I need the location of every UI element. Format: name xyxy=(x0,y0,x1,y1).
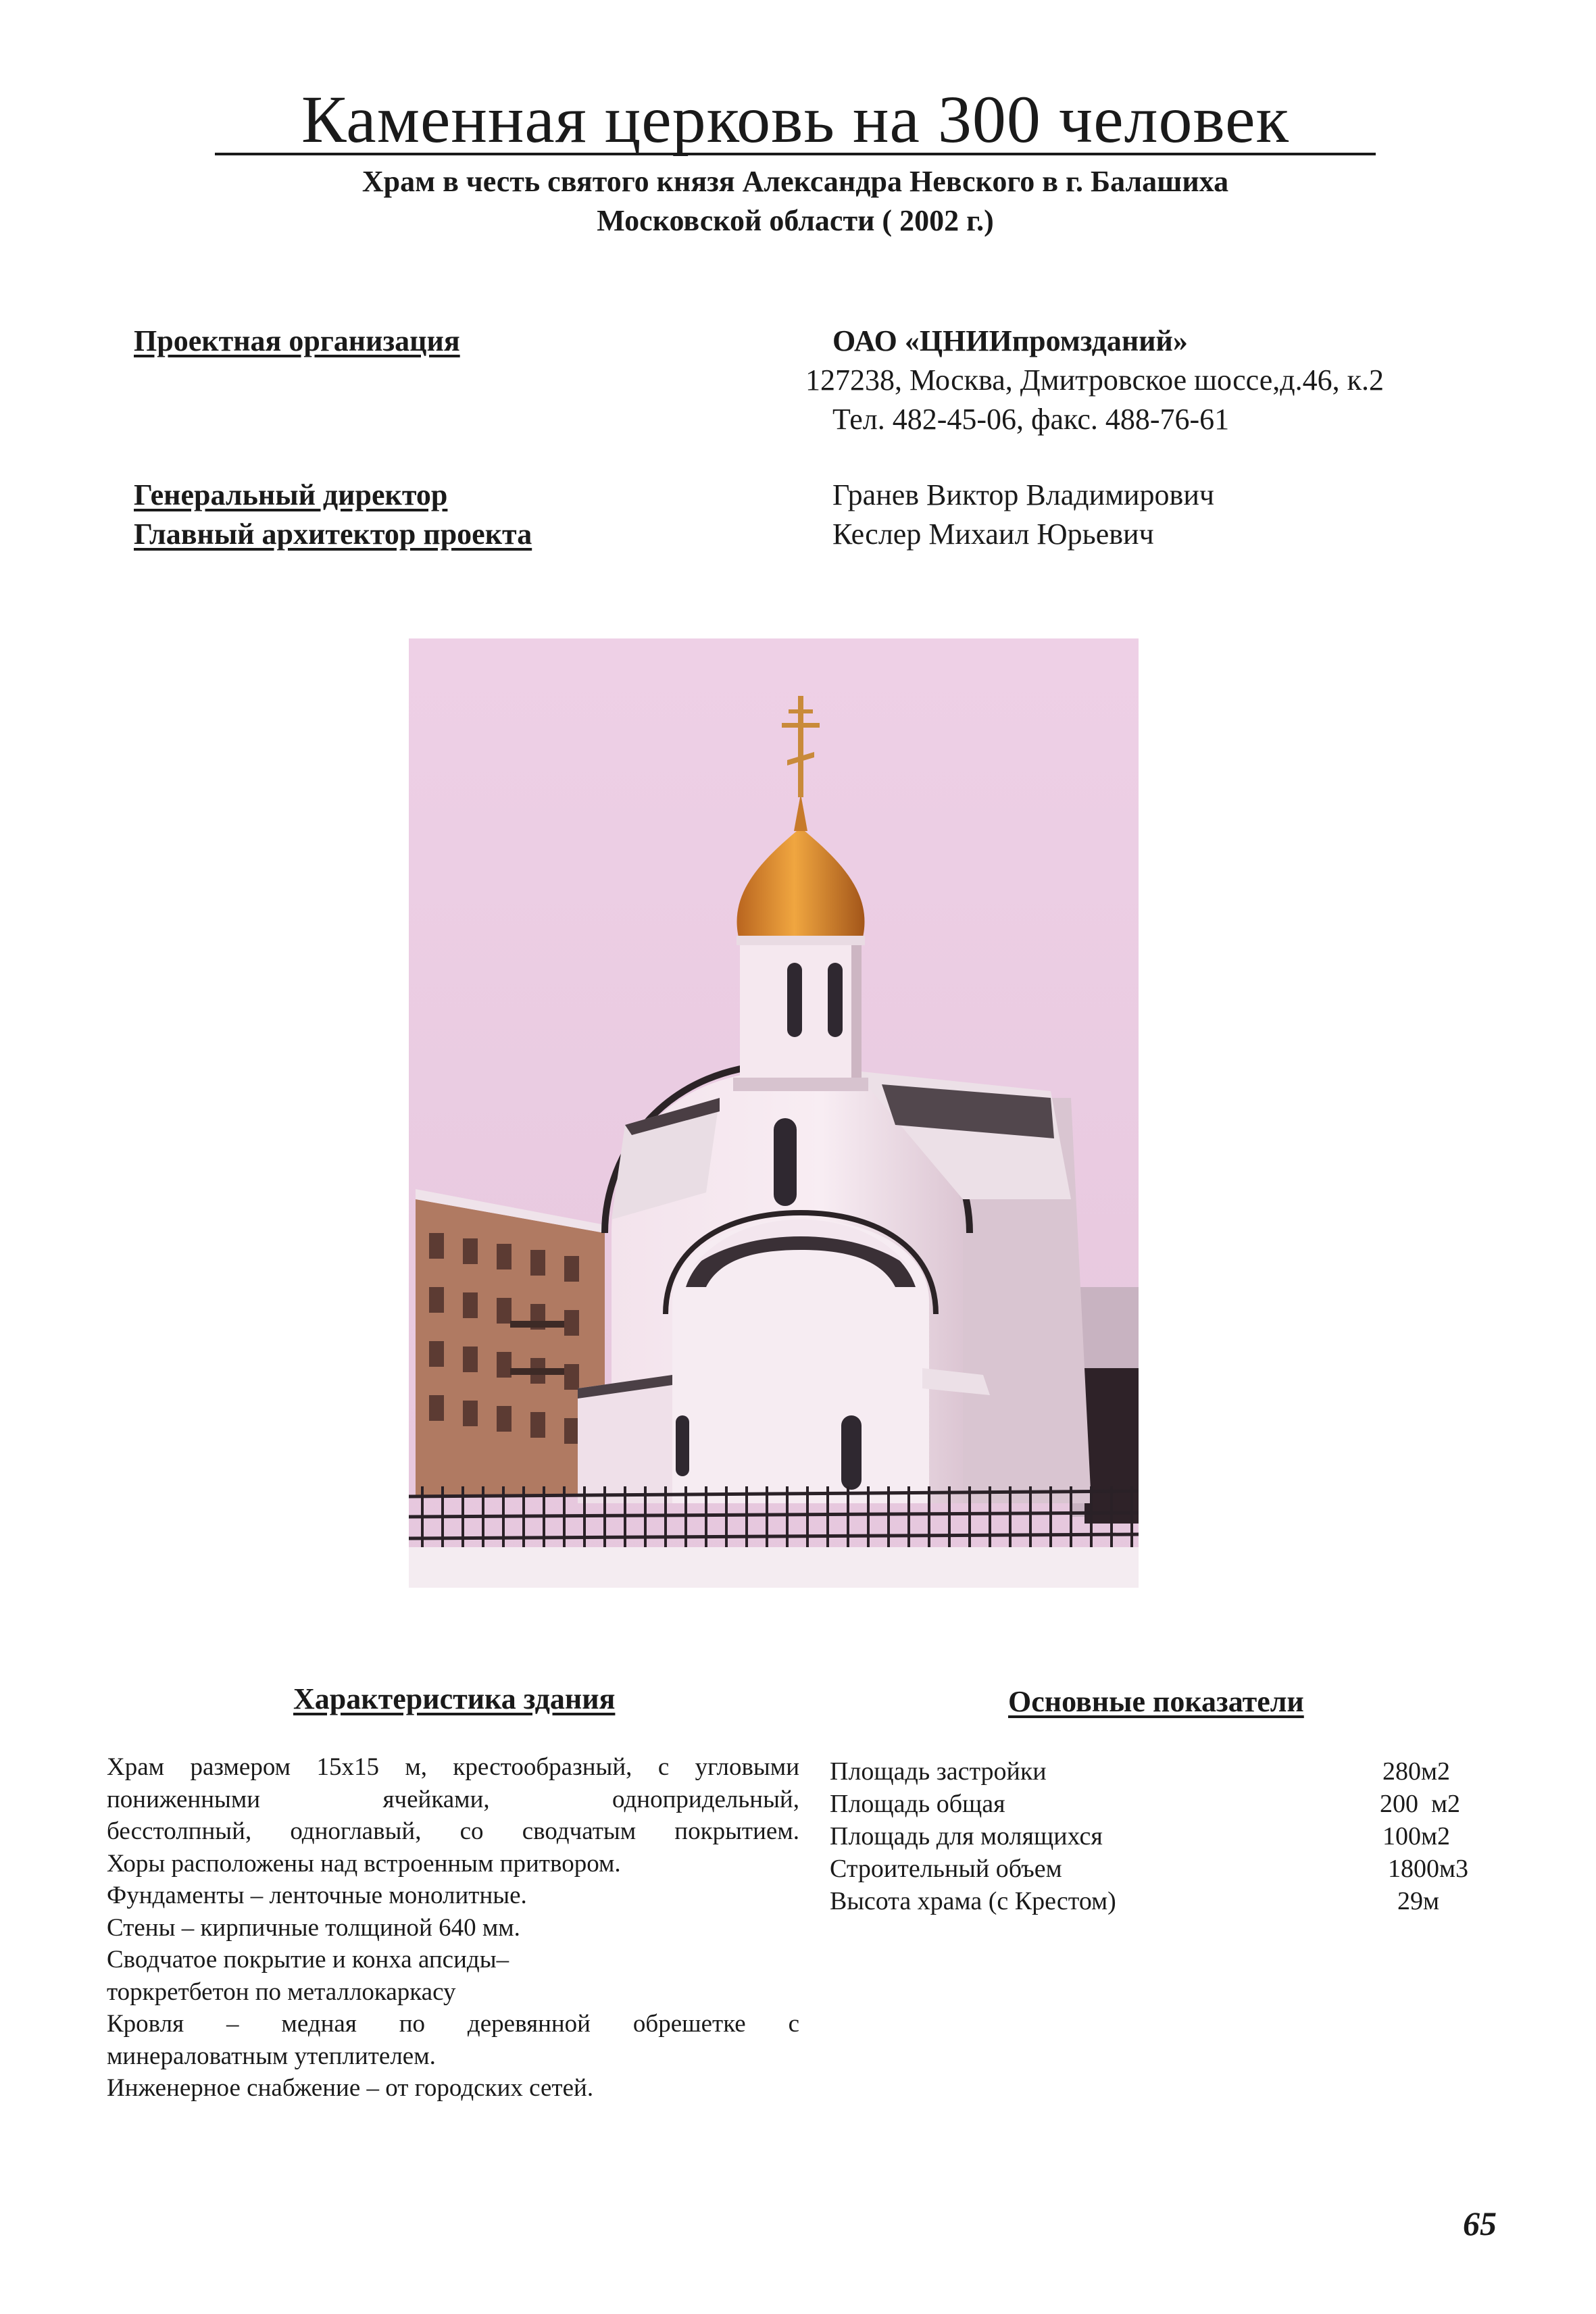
organization-address: 127238, Москва, Дмитровское шоссе,д.46, к.2 xyxy=(805,363,1385,397)
organization-label: Проектная организация xyxy=(134,324,460,357)
indicator-label: Строительный объем xyxy=(830,1855,1062,1883)
indicator-row xyxy=(830,1755,1492,1788)
characteristics-line: минераловатным утеплителем. xyxy=(107,2042,436,2070)
indicator-value: 100м2 xyxy=(1382,1822,1451,1851)
apartment-building xyxy=(416,1189,605,1496)
characteristics-line: Кровля – медная по деревянной обрешетке с xyxy=(107,2010,799,2038)
indicators-list xyxy=(830,1755,1492,1917)
indicator-value: 29м xyxy=(1397,1887,1440,1915)
characteristics-line: Инженерное снабжение – от городских сетей. xyxy=(107,2074,594,2102)
indicator-value: 1800м3 xyxy=(1388,1855,1469,1883)
indicator-value: 280м2 xyxy=(1382,1757,1451,1786)
organization-phone: Тел. 482-45-06, факс. 488-76-61 xyxy=(832,403,1230,436)
indicator-value: 200 м2 xyxy=(1380,1790,1461,1818)
characteristics-line: Стены – кирпичные толщиной 640 мм. xyxy=(107,1913,520,1942)
characteristics-line: пониженными ячейками, однопридельный, xyxy=(107,1785,799,1813)
director-label: Генеральный директор xyxy=(134,478,448,511)
indicator-label: Площадь общая xyxy=(830,1790,1005,1818)
architect-name: Кеслер Михаил Юрьевич xyxy=(832,518,1154,551)
page-title: Каменная церковь на 300 человек xyxy=(301,82,1290,157)
organization-name: ОАО «ЦНИИпромзданий» xyxy=(832,324,1188,357)
director-name: Гранев Виктор Владимирович xyxy=(832,478,1214,511)
characteristics-heading: Характеристика здания xyxy=(293,1682,616,1715)
indicator-label: Площадь для молящихся xyxy=(830,1822,1103,1851)
subtitle-line-2: Московской области ( 2002 г.) xyxy=(597,204,994,237)
characteristics-text xyxy=(107,1751,799,2105)
characteristics-line: торкретбетон по металлокаркасу xyxy=(107,1978,456,2006)
characteristics-line: Фундаменты – ленточные монолитные. xyxy=(107,1882,527,1909)
indicator-label: Высота храма (с Крестом) xyxy=(830,1887,1116,1915)
indicator-label: Площадь застройки xyxy=(830,1757,1047,1786)
subtitle-line-1: Храм в честь святого князя Александра Невского в г. Балашиха xyxy=(361,165,1229,198)
characteristics-line: бесстолпный, одноглавый, со сводчатым покрытием. xyxy=(107,1817,799,1845)
indicator-row xyxy=(830,1820,1492,1853)
indicator-row xyxy=(830,1788,1492,1820)
characteristics-line: Хоры расположены над встроенным притвором. xyxy=(107,1849,621,1878)
church-photo xyxy=(409,638,1139,1588)
indicator-row xyxy=(830,1853,1492,1885)
architect-label: Главный архитектор проекта xyxy=(134,518,532,551)
indicators-heading: Основные показатели xyxy=(1008,1685,1304,1718)
characteristics-line: Сводчатое покрытие и конха апсиды– xyxy=(107,1946,509,1973)
indicator-row xyxy=(830,1885,1492,1917)
page-subtitle xyxy=(215,162,1376,241)
page-number: 65 xyxy=(1463,2205,1497,2242)
characteristics-line: Храм размером 15х15 м, крестообразный, с угловыми xyxy=(107,1753,799,1781)
title-underline xyxy=(215,153,1376,155)
